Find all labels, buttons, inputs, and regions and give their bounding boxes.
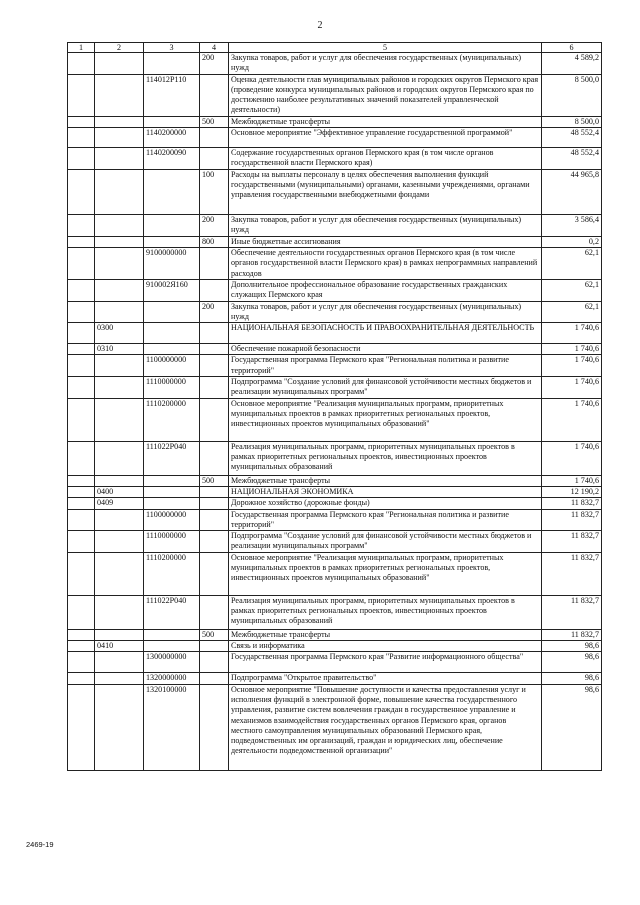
expense-type-cell — [200, 441, 229, 475]
table-row — [68, 214, 602, 236]
expense-type-cell — [200, 323, 229, 344]
expense-type-cell — [200, 344, 229, 355]
header-col-2: 2 — [95, 43, 144, 53]
header-col-3: 3 — [144, 43, 200, 53]
target-code-cell: 111022P040 — [144, 595, 200, 629]
expense-type-cell: 200 — [200, 214, 229, 236]
target-code-cell: 1300000000 — [144, 652, 200, 673]
amount-cell: 62,1 — [542, 279, 602, 301]
expense-type-cell — [200, 531, 229, 553]
target-code-cell — [144, 344, 200, 355]
col-1-cell — [68, 169, 95, 214]
section-code-cell: 0410 — [95, 641, 144, 652]
col-1-cell — [68, 595, 95, 629]
description-cell: Подпрограмма "Создание условий для финансовой устойчивости местных бюджетов и реализации муниципальных программ" — [229, 531, 542, 553]
target-code-cell: 9100000000 — [144, 247, 200, 279]
col-1-cell — [68, 552, 95, 595]
col-1-cell — [68, 629, 95, 640]
target-code-cell: 114012P110 — [144, 74, 200, 116]
description-cell: Дорожное хозяйство (дорожные фонды) — [229, 498, 542, 509]
amount-cell: 1 740,6 — [542, 377, 602, 399]
section-code-cell — [95, 247, 144, 279]
section-code-cell — [95, 684, 144, 770]
target-code-cell — [144, 214, 200, 236]
col-1-cell — [68, 398, 95, 441]
section-code-cell — [95, 116, 144, 127]
target-code-cell: 1140200000 — [144, 128, 200, 148]
col-1-cell — [68, 441, 95, 475]
table-row — [68, 344, 602, 355]
section-code-cell — [95, 595, 144, 629]
header-col-5: 5 — [229, 43, 542, 53]
description-cell: Межбюджетные трансферты — [229, 629, 542, 640]
description-cell: Межбюджетные трансферты — [229, 475, 542, 486]
expense-type-cell — [200, 486, 229, 497]
expense-type-cell: 500 — [200, 116, 229, 127]
description-cell: Закупка товаров, работ и услуг для обеспечения государственных (муниципальных) нужд — [229, 301, 542, 323]
description-cell: Содержание государственных органов Пермского края (в том числе органов государственной власти Пермского края) — [229, 148, 542, 170]
col-1-cell — [68, 652, 95, 673]
description-cell: Государственная программа Пермского края "Региональная политика и развитие территорий" — [229, 355, 542, 377]
table-row — [68, 169, 602, 214]
col-1-cell — [68, 247, 95, 279]
section-code-cell — [95, 441, 144, 475]
expense-type-cell — [200, 552, 229, 595]
description-cell: Расходы на выплаты персоналу в целях обеспечения выполнения функций государственными (муниципальными) органами, казенными учреждениями, органами управления государственными внебюджетными фондами — [229, 169, 542, 214]
description-cell: Межбюджетные трансферты — [229, 116, 542, 127]
description-cell: Основное мероприятие "Реализация муниципальных программ, приоритетных муниципальных проектов в рамках приоритетных региональных проектов, инвестиционных проектов муниципальных образований" — [229, 398, 542, 441]
amount-cell: 98,6 — [542, 684, 602, 770]
amount-cell: 98,6 — [542, 652, 602, 673]
col-1-cell — [68, 279, 95, 301]
section-code-cell: 0310 — [95, 344, 144, 355]
table-row — [68, 475, 602, 486]
table-row — [68, 247, 602, 279]
target-code-cell: 910002Я160 — [144, 279, 200, 301]
amount-cell: 1 740,6 — [542, 355, 602, 377]
table-row — [68, 641, 602, 652]
target-code-cell — [144, 641, 200, 652]
description-cell: Оценка деятельности глав муниципальных районов и городских округов Пермского края (проведение конкурса муниципальных районов и городских округов Пермского края по достижению наиболее результативных значений показателей управленческой деятельности) — [229, 74, 542, 116]
header-col-1: 1 — [68, 43, 95, 53]
table-row — [68, 531, 602, 553]
description-cell: Государственная программа Пермского края "Региональная политика и развитие территорий" — [229, 509, 542, 531]
expense-type-cell: 200 — [200, 301, 229, 323]
col-1-cell — [68, 486, 95, 497]
amount-cell: 1 740,6 — [542, 475, 602, 486]
amount-cell: 11 832,7 — [542, 629, 602, 640]
section-code-cell — [95, 552, 144, 595]
description-cell: Закупка товаров, работ и услуг для обеспечения государственных (муниципальных) нужд — [229, 214, 542, 236]
table-row — [68, 441, 602, 475]
target-code-cell — [144, 53, 200, 75]
col-1-cell — [68, 323, 95, 344]
table-row — [68, 377, 602, 399]
col-1-cell — [68, 498, 95, 509]
section-code-cell — [95, 74, 144, 116]
col-1-cell — [68, 641, 95, 652]
description-cell: Подпрограмма "Открытое правительство" — [229, 673, 542, 684]
amount-cell: 98,6 — [542, 641, 602, 652]
target-code-cell — [144, 323, 200, 344]
table-row — [68, 629, 602, 640]
expense-type-cell — [200, 398, 229, 441]
expense-type-cell: 200 — [200, 53, 229, 75]
description-cell: Закупка товаров, работ и услуг для обеспечения государственных (муниципальных) нужд — [229, 53, 542, 75]
col-1-cell — [68, 148, 95, 170]
table-row — [68, 673, 602, 684]
amount-cell: 12 190,2 — [542, 486, 602, 497]
description-cell: Основное мероприятие "Реализация муниципальных программ, приоритетных муниципальных проектов в рамках приоритетных региональных проектов, инвестиционных проектов муниципальных образований" — [229, 552, 542, 595]
expense-type-cell — [200, 684, 229, 770]
section-code-cell — [95, 301, 144, 323]
section-code-cell — [95, 355, 144, 377]
col-1-cell — [68, 673, 95, 684]
target-code-cell: 1110200000 — [144, 552, 200, 595]
amount-cell: 11 832,7 — [542, 498, 602, 509]
section-code-cell — [95, 148, 144, 170]
amount-cell: 1 740,6 — [542, 323, 602, 344]
amount-cell: 4 589,2 — [542, 53, 602, 75]
description-cell: Обеспечение пожарной безопасности — [229, 344, 542, 355]
section-code-cell — [95, 509, 144, 531]
col-1-cell — [68, 128, 95, 148]
table-row — [68, 128, 602, 148]
col-1-cell — [68, 531, 95, 553]
amount-cell: 98,6 — [542, 673, 602, 684]
table-row — [68, 398, 602, 441]
target-code-cell — [144, 629, 200, 640]
amount-cell: 62,1 — [542, 247, 602, 279]
expense-type-cell — [200, 279, 229, 301]
section-code-cell — [95, 629, 144, 640]
description-cell: Иные бюджетные ассигнования — [229, 236, 542, 247]
expense-type-cell — [200, 498, 229, 509]
expense-type-cell: 100 — [200, 169, 229, 214]
amount-cell: 11 832,7 — [542, 509, 602, 531]
section-code-cell — [95, 475, 144, 486]
table-row — [68, 323, 602, 344]
amount-cell: 1 740,6 — [542, 398, 602, 441]
section-code-cell — [95, 673, 144, 684]
expense-type-cell: 500 — [200, 475, 229, 486]
table-row — [68, 53, 602, 75]
col-1-cell — [68, 74, 95, 116]
table-header-row — [68, 43, 602, 53]
section-code-cell: 0409 — [95, 498, 144, 509]
description-cell: Основное мероприятие "Повышение доступности и качества предоставления услуг и исполнения функций в электронной форме, повышение качества государственного управления, развитие систем вовлечения граждан в государственное управление и механизмов взаимодействия государственных органов Пермского края, органов местного самоуправления муниципальных образований Пермского края, подведомственных им организаций, граждан и юридических лиц, обеспечение деятельности подведомственной организации" — [229, 684, 542, 770]
table-row — [68, 116, 602, 127]
expense-type-cell — [200, 128, 229, 148]
amount-cell: 11 832,7 — [542, 552, 602, 595]
target-code-cell: 111022P040 — [144, 441, 200, 475]
description-cell: НАЦИОНАЛЬНАЯ ЭКОНОМИКА — [229, 486, 542, 497]
description-cell: Связь и информатика — [229, 641, 542, 652]
amount-cell: 1 740,6 — [542, 441, 602, 475]
amount-cell: 48 552,4 — [542, 148, 602, 170]
target-code-cell — [144, 301, 200, 323]
description-cell: Дополнительное профессиональное образование государственных гражданских служащих Пермского края — [229, 279, 542, 301]
table-row — [68, 279, 602, 301]
section-code-cell — [95, 128, 144, 148]
col-1-cell — [68, 301, 95, 323]
section-code-cell — [95, 377, 144, 399]
budget-table — [67, 42, 602, 771]
expense-type-cell — [200, 247, 229, 279]
target-code-cell — [144, 475, 200, 486]
table-row — [68, 486, 602, 497]
target-code-cell — [144, 116, 200, 127]
target-code-cell: 1100000000 — [144, 355, 200, 377]
section-code-cell — [95, 169, 144, 214]
table-row — [68, 74, 602, 116]
table-row — [68, 148, 602, 170]
amount-cell: 0,2 — [542, 236, 602, 247]
expense-type-cell — [200, 652, 229, 673]
col-1-cell — [68, 53, 95, 75]
table-row — [68, 595, 602, 629]
section-code-cell — [95, 53, 144, 75]
amount-cell: 44 965,8 — [542, 169, 602, 214]
col-1-cell — [68, 116, 95, 127]
expense-type-cell — [200, 148, 229, 170]
section-code-cell — [95, 398, 144, 441]
expense-type-cell — [200, 641, 229, 652]
section-code-cell — [95, 652, 144, 673]
document-code: 2469-19 — [26, 840, 54, 849]
section-code-cell — [95, 279, 144, 301]
expense-type-cell — [200, 509, 229, 531]
description-cell: НАЦИОНАЛЬНАЯ БЕЗОПАСНОСТЬ И ПРАВООХРАНИТЕЛЬНАЯ ДЕЯТЕЛЬНОСТЬ — [229, 323, 542, 344]
table-row — [68, 552, 602, 595]
target-code-cell: 1110000000 — [144, 531, 200, 553]
section-code-cell — [95, 236, 144, 247]
amount-cell: 1 740,6 — [542, 344, 602, 355]
target-code-cell — [144, 236, 200, 247]
table-row — [68, 355, 602, 377]
section-code-cell — [95, 531, 144, 553]
table-row — [68, 498, 602, 509]
table-row — [68, 652, 602, 673]
target-code-cell: 1110200000 — [144, 398, 200, 441]
table-row — [68, 301, 602, 323]
description-cell: Государственная программа Пермского края "Развитие информационного общества" — [229, 652, 542, 673]
col-1-cell — [68, 475, 95, 486]
description-cell: Основное мероприятие "Эффективное управление государственной программой" — [229, 128, 542, 148]
amount-cell: 8 500,0 — [542, 74, 602, 116]
col-1-cell — [68, 214, 95, 236]
expense-type-cell — [200, 673, 229, 684]
section-code-cell — [95, 214, 144, 236]
expense-type-cell: 500 — [200, 629, 229, 640]
expense-type-cell — [200, 74, 229, 116]
table-row — [68, 684, 602, 770]
col-1-cell — [68, 355, 95, 377]
col-1-cell — [68, 684, 95, 770]
description-cell: Реализация муниципальных программ, приоритетных муниципальных проектов в рамках приоритетных региональных проектов, инвестиционных проектов муниципальных образований — [229, 595, 542, 629]
amount-cell: 8 500,0 — [542, 116, 602, 127]
expense-type-cell — [200, 355, 229, 377]
target-code-cell: 1320000000 — [144, 673, 200, 684]
table-row — [68, 236, 602, 247]
page-number: 2 — [317, 20, 323, 31]
expense-type-cell: 800 — [200, 236, 229, 247]
target-code-cell: 1140200090 — [144, 148, 200, 170]
table-row — [68, 509, 602, 531]
amount-cell: 3 586,4 — [542, 214, 602, 236]
section-code-cell: 0300 — [95, 323, 144, 344]
col-1-cell — [68, 236, 95, 247]
header-col-4: 4 — [200, 43, 229, 53]
target-code-cell — [144, 498, 200, 509]
amount-cell: 11 832,7 — [542, 595, 602, 629]
target-code-cell — [144, 169, 200, 214]
amount-cell: 48 552,4 — [542, 128, 602, 148]
expense-type-cell — [200, 377, 229, 399]
expense-type-cell — [200, 595, 229, 629]
target-code-cell: 1110000000 — [144, 377, 200, 399]
target-code-cell: 1100000000 — [144, 509, 200, 531]
amount-cell: 11 832,7 — [542, 531, 602, 553]
header-col-6: 6 — [542, 43, 602, 53]
col-1-cell — [68, 377, 95, 399]
col-1-cell — [68, 509, 95, 531]
section-code-cell: 0400 — [95, 486, 144, 497]
target-code-cell — [144, 486, 200, 497]
description-cell: Подпрограмма "Создание условий для финансовой устойчивости местных бюджетов и реализации муниципальных программ" — [229, 377, 542, 399]
description-cell: Реализация муниципальных программ, приоритетных муниципальных проектов в рамках приоритетных региональных проектов, инвестиционных проектов муниципальных образований — [229, 441, 542, 475]
target-code-cell: 1320100000 — [144, 684, 200, 770]
table-body — [68, 53, 602, 771]
col-1-cell — [68, 344, 95, 355]
description-cell: Обеспечение деятельности государственных органов Пермского края (в том числе органов государственной власти Пермского края) в рамках непрограммных направлений расходов — [229, 247, 542, 279]
amount-cell: 62,1 — [542, 301, 602, 323]
